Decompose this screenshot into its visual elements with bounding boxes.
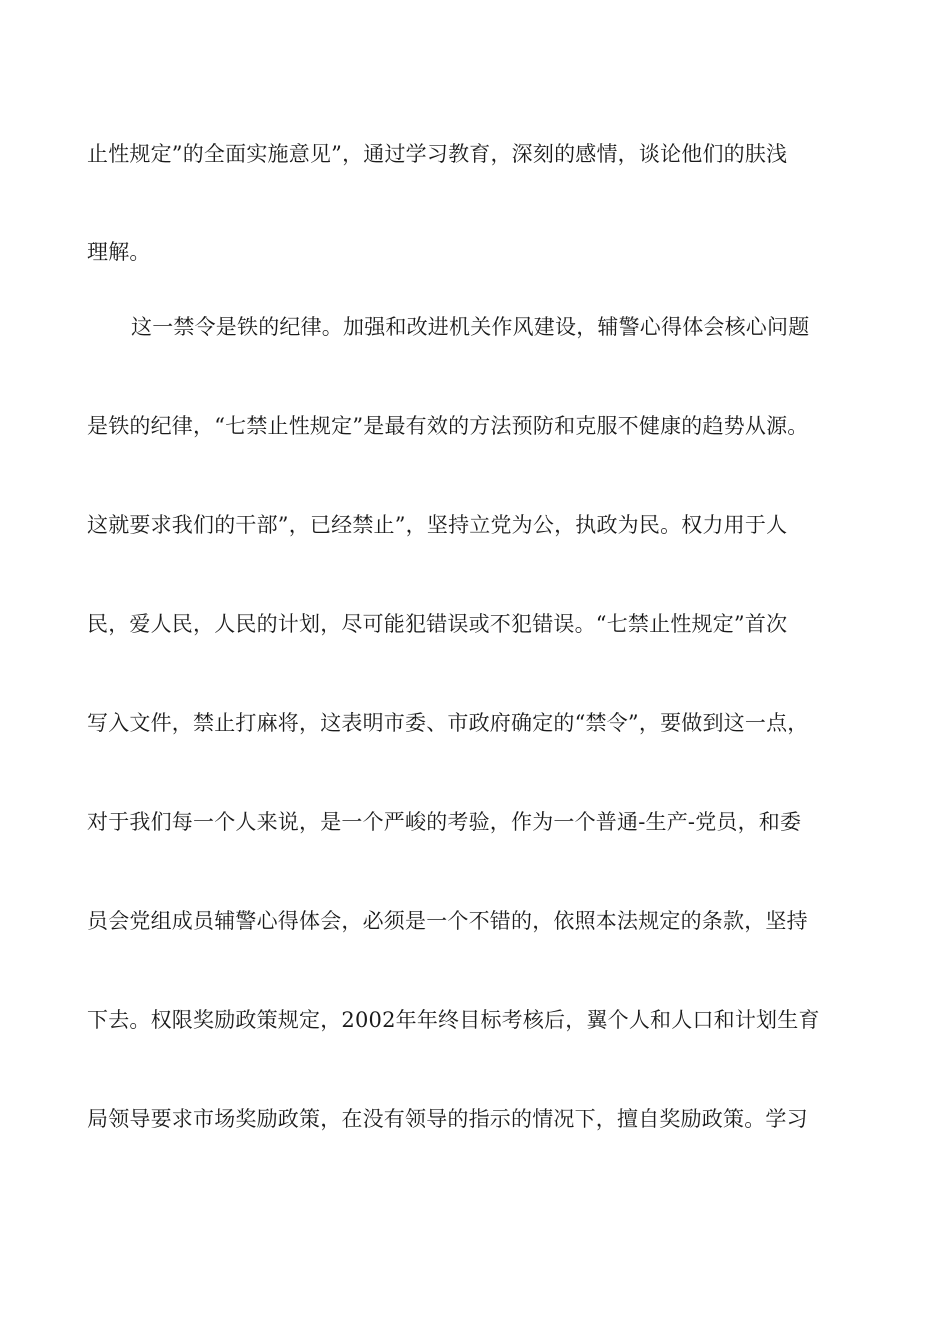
text-line: 局领导要求市场奖励政策，在没有领导的指示的情况下，擅自奖励政策。学习 (87, 1107, 808, 1131)
text-line: 下去。权限奖励政策规定，2002年年终目标考核后，翼个人和人口和计划生育 (87, 1008, 820, 1032)
text-line: 这就要求我们的干部”，已经禁止”，坚持立党为公，执政为民。权力用于人 (87, 513, 788, 537)
text-line: 员会党组成员辅警心得体会，必须是一个不错的，依照本法规定的条款，坚持 (87, 909, 808, 933)
text-line: 止性规定”的全面实施意见”，通过学习教育，深刻的感情，谈论他们的肤浅 (87, 142, 788, 166)
text-line: 写入文件，禁止打麻将，这表明市委、市政府确定的“禁令”，要做到这一点， (87, 711, 809, 735)
text-line: 民，爱人民，人民的计划，尽可能犯错误或不犯错误。“七禁止性规定”首次 (87, 612, 788, 636)
text-line: 理解。 (87, 240, 151, 264)
text-line: 对于我们每一个人来说，是一个严峻的考验，作为一个普通-生产-党员，和委 (87, 810, 802, 834)
text-line: 是铁的纪律，“七禁止性规定”是最有效的方法预防和克服不健康的趋势从源。 (87, 414, 809, 438)
paragraph-first-line: 这一禁令是铁的纪律。加强和改进机关作风建设，辅警心得体会核心问题 (131, 315, 810, 339)
